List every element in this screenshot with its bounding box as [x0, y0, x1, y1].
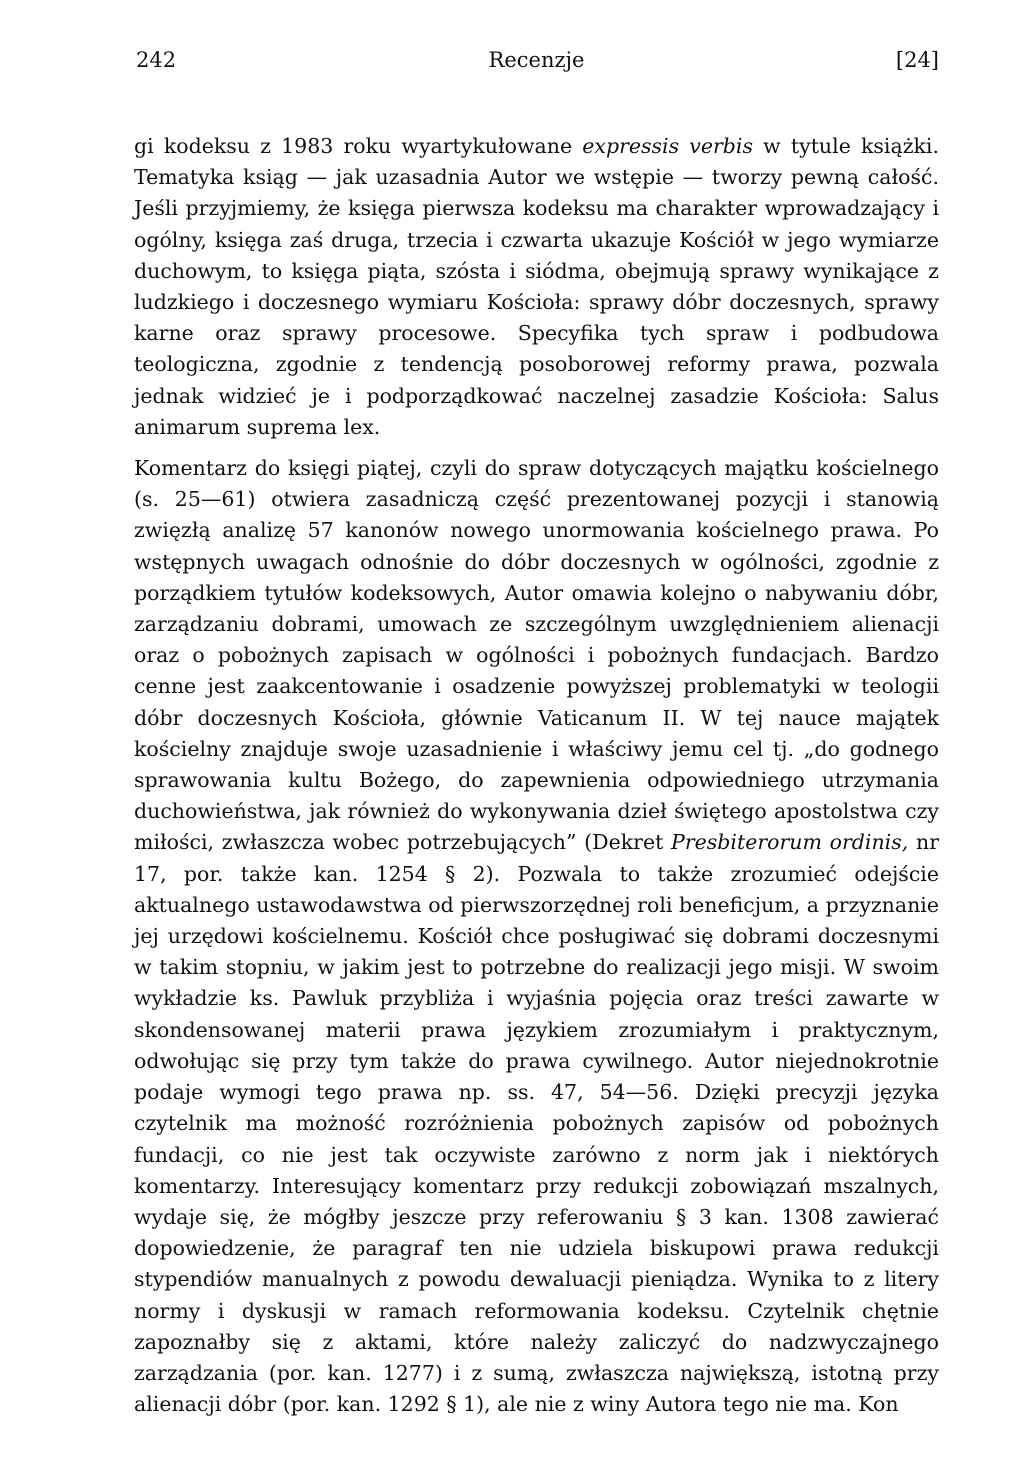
paragraph-2 [134, 453, 939, 1420]
reference-number: [24] [895, 48, 939, 72]
paragraph-2-segment-1: Komentarz do księgi piątej, czyli do spraw dotyczących majątku kościelnego (s. 25—61) otwiera zasadniczą część prezentowanej pozycji i stanowią zwięzłą analizę 57 kanonów nowego unormowania kościelnego prawa. Po wstępnych uwagach odnośnie do dóbr doczesnych w ogólności, zgodnie z porządkiem tytułów kodeksowych, Autor omawia kolejno o nabywaniu dóbr, zarządzaniu dobrami, umowach ze szczególnym uwzględnieniem alienacji oraz o pobożnych zapisach w ogólności i pobożnych fundacjach. Bardzo cenne jest zaakcentowanie i osadzenie powyższej problematyki w teologii dóbr doczesnych Kościoła, głównie Vaticanum II. W tej nauce majątek kościelny znajduje swoje uzasadnienie i właściwy jemu cel tj. „do godnego sprawowania kultu Bożego, do zapewnienia odpowiedniego utrzymania duchowieństwa, jak również do wykonywania dzieł świętego apostolstwa czy miłości, zwłaszcza wobec potrzebujących” (Dekret [134, 456, 939, 855]
section-title: Recenzje [488, 48, 585, 72]
paragraph-1-segment-1: gi kodeksu z 1983 roku wyartykułowane [134, 134, 583, 158]
paragraph-1-italic-term: expressis verbis [582, 134, 753, 158]
paragraph-2-italic-term: Presbiterorum ordinis, [671, 830, 909, 855]
running-head [134, 40, 939, 80]
paragraph-1-segment-3: w tytule książki. Tematyka ksiąg — jak uzasadnia Autor we wstępie — tworzy pewną całość. Jeśli przyjmiemy, że księga pierwsza kodeksu ma charakter wprowadzający i ogólny, księga zaś druga, trzecia i czwarta ukazuje Kościół w jego wymiarze duchowym, to księga piąta, szósta i siódma, obejmują sprawy wynikające z ludzkiego i doczesnego wymiaru Kościoła: sprawy dóbr doczesnych, sprawy karne oraz sprawy procesowe. Specyfika tych spraw i podbudowa teologiczna, zgodnie z tendencją posoborowej reformy prawa, pozwala jednak widzieć je i podporządkować naczelnej zasadzie Kościoła: Salus animarum suprema lex. [134, 134, 940, 439]
review-body [134, 131, 939, 1420]
paragraph-2-segment-3: nr 17, por. także kan. 1254 § 2). Pozwala to także zrozumieć odejście aktualnego ustawodawstwa od pierwszorzędnej roli beneficjum, a przyznanie jej urzędowi kościelnemu. Kościół chce posługiwać się dobrami doczesnymi w takim stopniu, w jakim jest to potrzebne do realizacji jego misji. W swoim wykładzie ks. Pawluk przybliża i wyjaśnia pojęcia oraz treści zawarte w skondensowanej materii prawa językiem zrozumiałym i praktycznym, odwołując się przy tym także do prawa cywilnego. Autor niejednokrotnie podaje wymogi tego prawa np. ss. 47, 54—56. Dzięki precyzji języka czytelnik ma możność rozróżnienia pobożnych zapisów od pobożnych fundacji, co nie jest tak oczywiste zarówno z norm jak i niektórych komentarzy. Interesujący komentarz przy redukcji zobowiązań mszalnych, wydaje się, że mógłby jeszcze przy referowaniu § 3 kan. 1308 zawierać dopowiedzenie, że paragraf ten nie udziela biskupowi prawa redukcji stypendiów manualnych z powodu dewaluacji pieniądza. Wynika to z litery normy i dyskusji w ramach reformowania kodeksu. Czytelnik chętnie zapoznałby się z aktami, które należy zaliczyć do nadzwyczajnego zarządzania (por. kan. 1277) i z sumą, zwłaszcza największą, istotną przy alienacji dóbr (por. kan. 1292 § 1), ale nie z winy Autora tego nie ma. Kon [134, 830, 939, 1417]
paragraph-1 [134, 131, 939, 443]
page-number: 242 [136, 48, 177, 72]
page [134, 40, 939, 1420]
